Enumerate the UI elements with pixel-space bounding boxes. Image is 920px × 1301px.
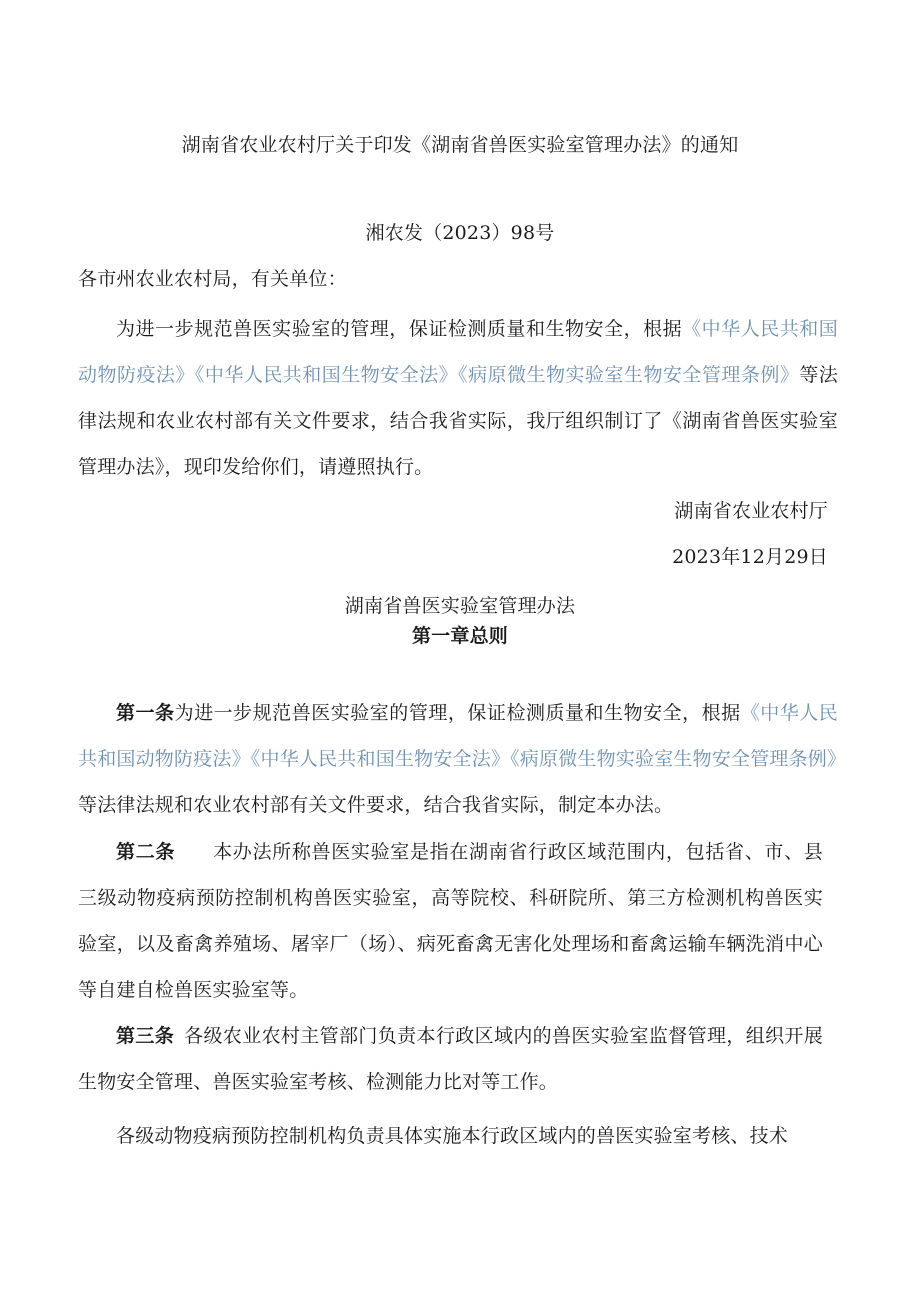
measures-title: 湖南省兽医实验室管理办法 [344,595,576,617]
issue-date: 2023年12月29日 [672,546,828,568]
chapter-title: 第一章总则 [411,625,508,647]
article-1-law-links[interactable]: 《中华人民共和国动物防疫法》《中华人民共和国生物安全法》《病原微生物实验室生物安全管理条例》 [78,702,847,770]
article-2-text: 本办法所称兽医实验室是指在湖南省行政区域范围内，包括省、市、县三级动物疫病预防控制机构兽医实验室，高等院校、科研院所、第三方检测机构兽医实验室，以及畜禽养殖场、屠宰厂（场）、病死畜禽无害化处理场和畜禽运输车辆洗消中心等自建自检兽医实验室等。 [78,841,823,1001]
article-1-label: 第一条 [116,702,175,724]
article-3-label: 第三条 [116,1025,175,1047]
salutation: 各市州农业农村局，有关单位： [78,268,347,290]
intro-law-links[interactable]: 《中华人民共和国动物防疫法》《中华人民共和国生物安全法》《病原微生物实验室生物安全管理条例》 [78,318,838,386]
article-3-text: 各级农业农村主管部门负责本行政区域内的兽医实验室监督管理，组织开展生物安全管理、兽医实验室考核、检测能力比对等工作。 [78,1025,823,1093]
intro-suffix: 等法律法规和农业农村部有关文件要求，结合我省实际，我厅组织制订了《湖南省兽医实验室管理办法》，现印发给你们，请遵照执行。 [78,364,838,478]
article-2 [78,829,823,1013]
notice-title: 湖南省农业农村厅关于印发《湖南省兽医实验室管理办法》的通知 [181,134,739,156]
article-1-prefix: 为进一步规范兽医实验室的管理，保证检测质量和生物安全，根据 [174,702,741,724]
intro-paragraph [78,306,838,490]
document-number: 湘农发（2023）98号 [365,222,555,244]
article-3 [78,1013,823,1105]
article-3-paragraph-2: 各级动物疫病预防控制机构负责具体实施本行政区域内的兽医实验室考核、技术 [116,1125,789,1147]
article-2-label: 第二条 [116,841,176,863]
article-1 [78,690,847,828]
signer: 湖南省农业农村厅 [674,500,828,522]
article-1-suffix: 等法律法规和农业农村部有关文件要求，结合我省实际，制定本办法。 [78,794,674,816]
intro-prefix: 为进一步规范兽医实验室的管理，保证检测质量和生物安全，根据 [116,318,683,340]
